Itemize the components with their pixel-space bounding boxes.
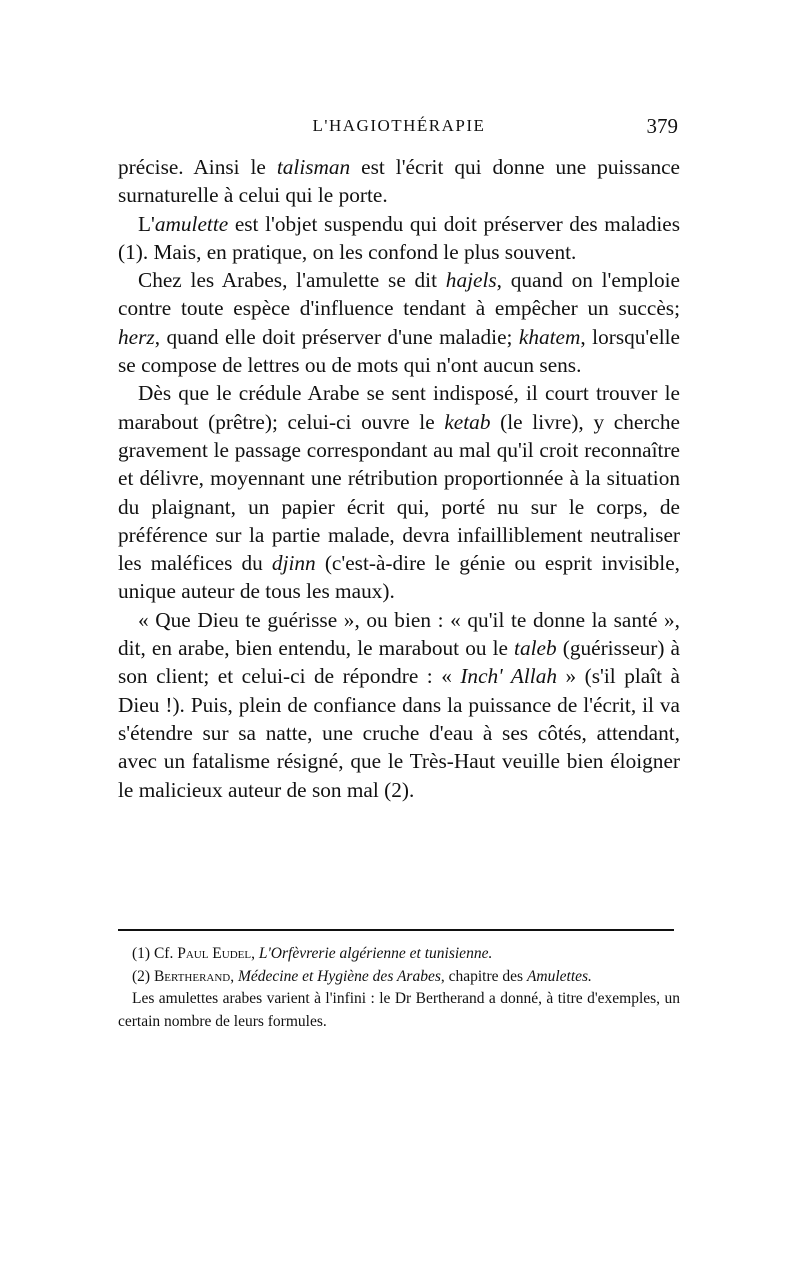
text-run: Chez les Arabes, l'amulette se dit: [138, 268, 446, 293]
paragraph-1: [118, 153, 680, 210]
text-run: Dès que le crédule Arabe se sent indisposé, il court trouver le marabout (prêtre); celui-ci ouvre le: [118, 381, 680, 434]
paragraph-3: [118, 266, 680, 379]
paragraph-2: [118, 210, 680, 267]
text-run: ,: [251, 945, 259, 962]
author-name: Paul Eudel: [177, 945, 252, 962]
footnote-1: [118, 943, 680, 966]
author-name: Bertherand: [153, 967, 231, 985]
italic-term: herz: [118, 324, 155, 349]
text-run: , quand on l'emploie contre toute espèce d'influence tendant à empêcher un succès;: [118, 268, 681, 321]
footnote-2: [118, 966, 680, 989]
italic-term: ketab: [444, 409, 491, 434]
text-run: (2): [132, 967, 154, 985]
italic-term: Inch' Allah: [460, 664, 557, 689]
paragraph-5: [118, 606, 680, 804]
footnote-3: Les amulettes arabes varient à l'infini : le Dr Bertherand a donné, à titre d'exemples, un certain nombre de leurs formules.: [118, 990, 680, 1030]
text-run: , quand elle doit préserver d'une maladie;: [154, 324, 519, 349]
footnote-separator: [118, 929, 674, 931]
footnotes: [118, 943, 680, 1033]
italic-title: Médecine et Hygiène des Arabes: [238, 967, 441, 985]
italic-term: khatem: [518, 324, 581, 349]
italic-term: talisman: [276, 155, 351, 179]
text-run: est l'objet suspendu qui doit préserver des maladies (1). Mais, en pratique, on les confond le plus souvent.: [118, 211, 680, 264]
italic-title: L'Orfèvrerie algérienne et tunisienne.: [258, 945, 493, 962]
text-run: (le livre), y cherche gravement le passage correspondant au mal qu'il croit reconnaître et délivre, moyennant une rétribution proportionnée à la situation du plaignant, un papier écrit qui, porté nu sur le corps, de préférence sur la partie malade, devra infailliblement neutraliser les maléfices du: [118, 409, 680, 576]
italic-title: Amulettes.: [526, 967, 592, 985]
text-run: , lorsqu'elle se compose de lettres ou de mots qui n'ont aucun sens.: [118, 324, 680, 378]
italic-term: taleb: [514, 636, 557, 661]
text-run: précise. Ainsi le: [118, 155, 277, 179]
italic-term: djinn: [271, 551, 316, 576]
text-run: (c'est-à-dire le génie ou esprit invisible, unique auteur de tous les maux).: [118, 551, 680, 604]
page-number: 379: [646, 114, 678, 138]
text-run: « Que Dieu te guérisse », ou bien : « qu'il te donne la santé », dit, en arabe, bien entendu, le marabout ou le: [118, 607, 680, 661]
text-run: ,: [230, 967, 238, 985]
text-run: » (s'il plaît à Dieu !). Puis, plein de confiance dans la puissance de l'écrit, il va s'étendre sur sa natte, une cruche d'eau à ses côtés, attendant, avec un fatalisme résigné, que le Très-Haut veuille bien éloigner le malicieux auteur de son mal (2).: [118, 664, 680, 802]
running-title: L'HAGIOTHÉRAPIE: [312, 116, 486, 135]
italic-term: hajels: [445, 268, 497, 293]
text-run: , chapitre des: [440, 967, 527, 985]
text-run: L': [138, 211, 155, 236]
text-run: est l'écrit qui donne une puissance surnaturelle à celui qui le porte.: [118, 155, 680, 208]
text-run: (1) Cf.: [132, 945, 178, 962]
text-run: (guérisseur) à son client; et celui-ci de répondre : «: [118, 636, 680, 689]
body-text: [118, 153, 680, 804]
italic-term: amulette: [154, 211, 229, 236]
page-header: [118, 114, 680, 144]
paragraph-4: [118, 379, 680, 605]
